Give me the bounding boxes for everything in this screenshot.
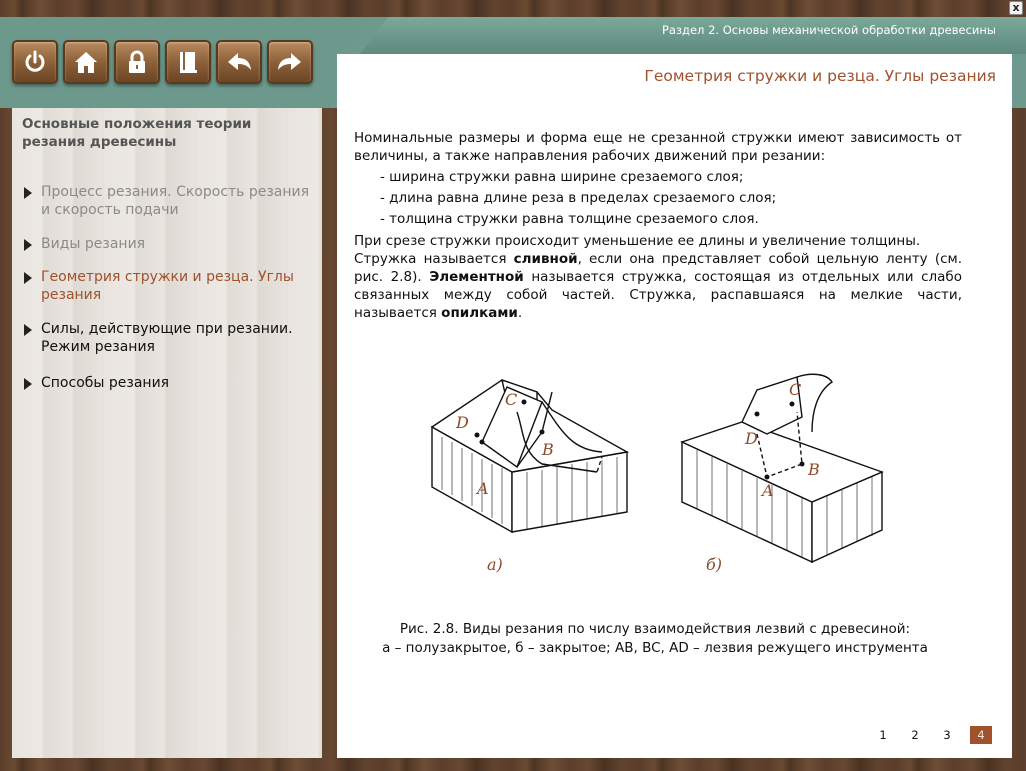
caption-line: а – полузакрытое, б – закрытое; AB, BC, AD – лезвия режущего инструмента	[382, 640, 928, 656]
term-bold: опилками	[441, 305, 518, 321]
term-bold: сливной	[513, 251, 578, 267]
power-icon	[21, 48, 49, 76]
page-title: Геометрия стружки и резца. Углы резания	[644, 67, 996, 85]
book-icon	[174, 48, 202, 76]
text-run: , если она представляет собой цельную ленту (см. рис. 2.8).	[354, 251, 962, 285]
arrow-right-icon	[276, 48, 304, 76]
figure-b-point-b: B	[808, 460, 820, 479]
page-link-4-current[interactable]: 4	[970, 726, 992, 744]
section-label: Раздел 2. Основы механической обработки древесины	[661, 23, 996, 37]
arrow-left-icon	[225, 48, 253, 76]
lock-button[interactable]	[114, 40, 160, 84]
text-run: Стружка называется	[354, 251, 514, 267]
paragraph: При срезе стружки происходит уменьшение ее длины и увеличение толщины.	[354, 233, 921, 249]
sidebar-item-label: Геометрия стружки и резца. Углы резания	[41, 269, 294, 303]
figure-a-point-d: D	[456, 413, 469, 432]
paragraph-definitions	[354, 250, 962, 322]
page-link-3[interactable]: 3	[943, 728, 951, 742]
figure-a-point-c: C	[505, 390, 518, 409]
bullet-item: - ширина стружки равна ширине срезаемого слоя;	[380, 169, 744, 185]
triangle-right-icon	[24, 324, 32, 336]
sidebar-item-label: Виды резания	[41, 236, 146, 252]
page-link-2[interactable]: 2	[911, 728, 919, 742]
term-bold: Элементной	[429, 269, 524, 285]
triangle-right-icon	[24, 187, 32, 199]
triangle-right-icon	[24, 239, 32, 251]
text-run: называется стружка, состоящая из отдельных или слабо связанных между собой частей. Стружка, распавшаяся на мелкие части, называется	[354, 269, 962, 321]
figure-a-point-b: B	[542, 440, 554, 459]
sidebar-item-label: Силы, действующие при резании. Режим резания	[41, 321, 293, 355]
home-icon	[72, 48, 100, 76]
sidebar-item-cutting-types[interactable]	[24, 235, 314, 253]
close-button[interactable]: x	[1009, 1, 1023, 15]
back-button[interactable]	[216, 40, 262, 84]
figure-b	[682, 374, 882, 562]
book-button[interactable]	[165, 40, 211, 84]
figure-b-point-d: D	[745, 429, 758, 448]
sidebar-item-cutting-process[interactable]	[24, 183, 314, 219]
cutting-figure	[412, 372, 932, 577]
intro-paragraph: Номинальные размеры и форма еще не срезанной стружки имеют зависимость от величины, а также направления рабочих движений при резании:	[354, 130, 962, 164]
sidebar	[12, 108, 322, 758]
bullet-item: - толщина стружки равна толщине срезаемого слоя.	[380, 211, 759, 227]
figure-a-label: а)	[487, 555, 503, 574]
pagination	[874, 726, 992, 744]
sidebar-item-label: Способы резания	[41, 375, 170, 391]
forward-button[interactable]	[267, 40, 313, 84]
body-text	[354, 129, 962, 322]
figure-b-chip	[797, 374, 832, 432]
figure-caption	[337, 620, 973, 658]
triangle-right-icon	[24, 378, 32, 390]
figure-b-point-a: A	[762, 481, 774, 500]
content-panel	[337, 54, 1012, 758]
figure-a-point-a: A	[477, 479, 489, 498]
sidebar-item-label: Процесс резания. Скорость резания и скорость подачи	[41, 184, 310, 218]
bullet-item: - длина равна длине реза в пределах срезаемого слоя;	[380, 190, 777, 206]
sidebar-item-methods[interactable]	[24, 374, 314, 392]
text-run: .	[517, 305, 523, 321]
figure-b-label: б)	[706, 555, 723, 574]
power-button[interactable]	[12, 40, 58, 84]
home-button[interactable]	[63, 40, 109, 84]
figure-a	[432, 380, 627, 532]
toolbar	[12, 40, 313, 84]
sidebar-item-geometry[interactable]	[24, 268, 314, 304]
sidebar-item-forces[interactable]	[24, 320, 314, 356]
triangle-right-icon	[24, 272, 32, 284]
sidebar-title: Основные положения теории резания древесины	[22, 116, 252, 150]
figure-b-point-c: C	[789, 380, 802, 399]
lock-icon	[123, 48, 151, 76]
page-link-1[interactable]: 1	[879, 728, 887, 742]
caption-line: Рис. 2.8. Виды резания по числу взаимодействия лезвий с древесиной:	[399, 621, 911, 637]
